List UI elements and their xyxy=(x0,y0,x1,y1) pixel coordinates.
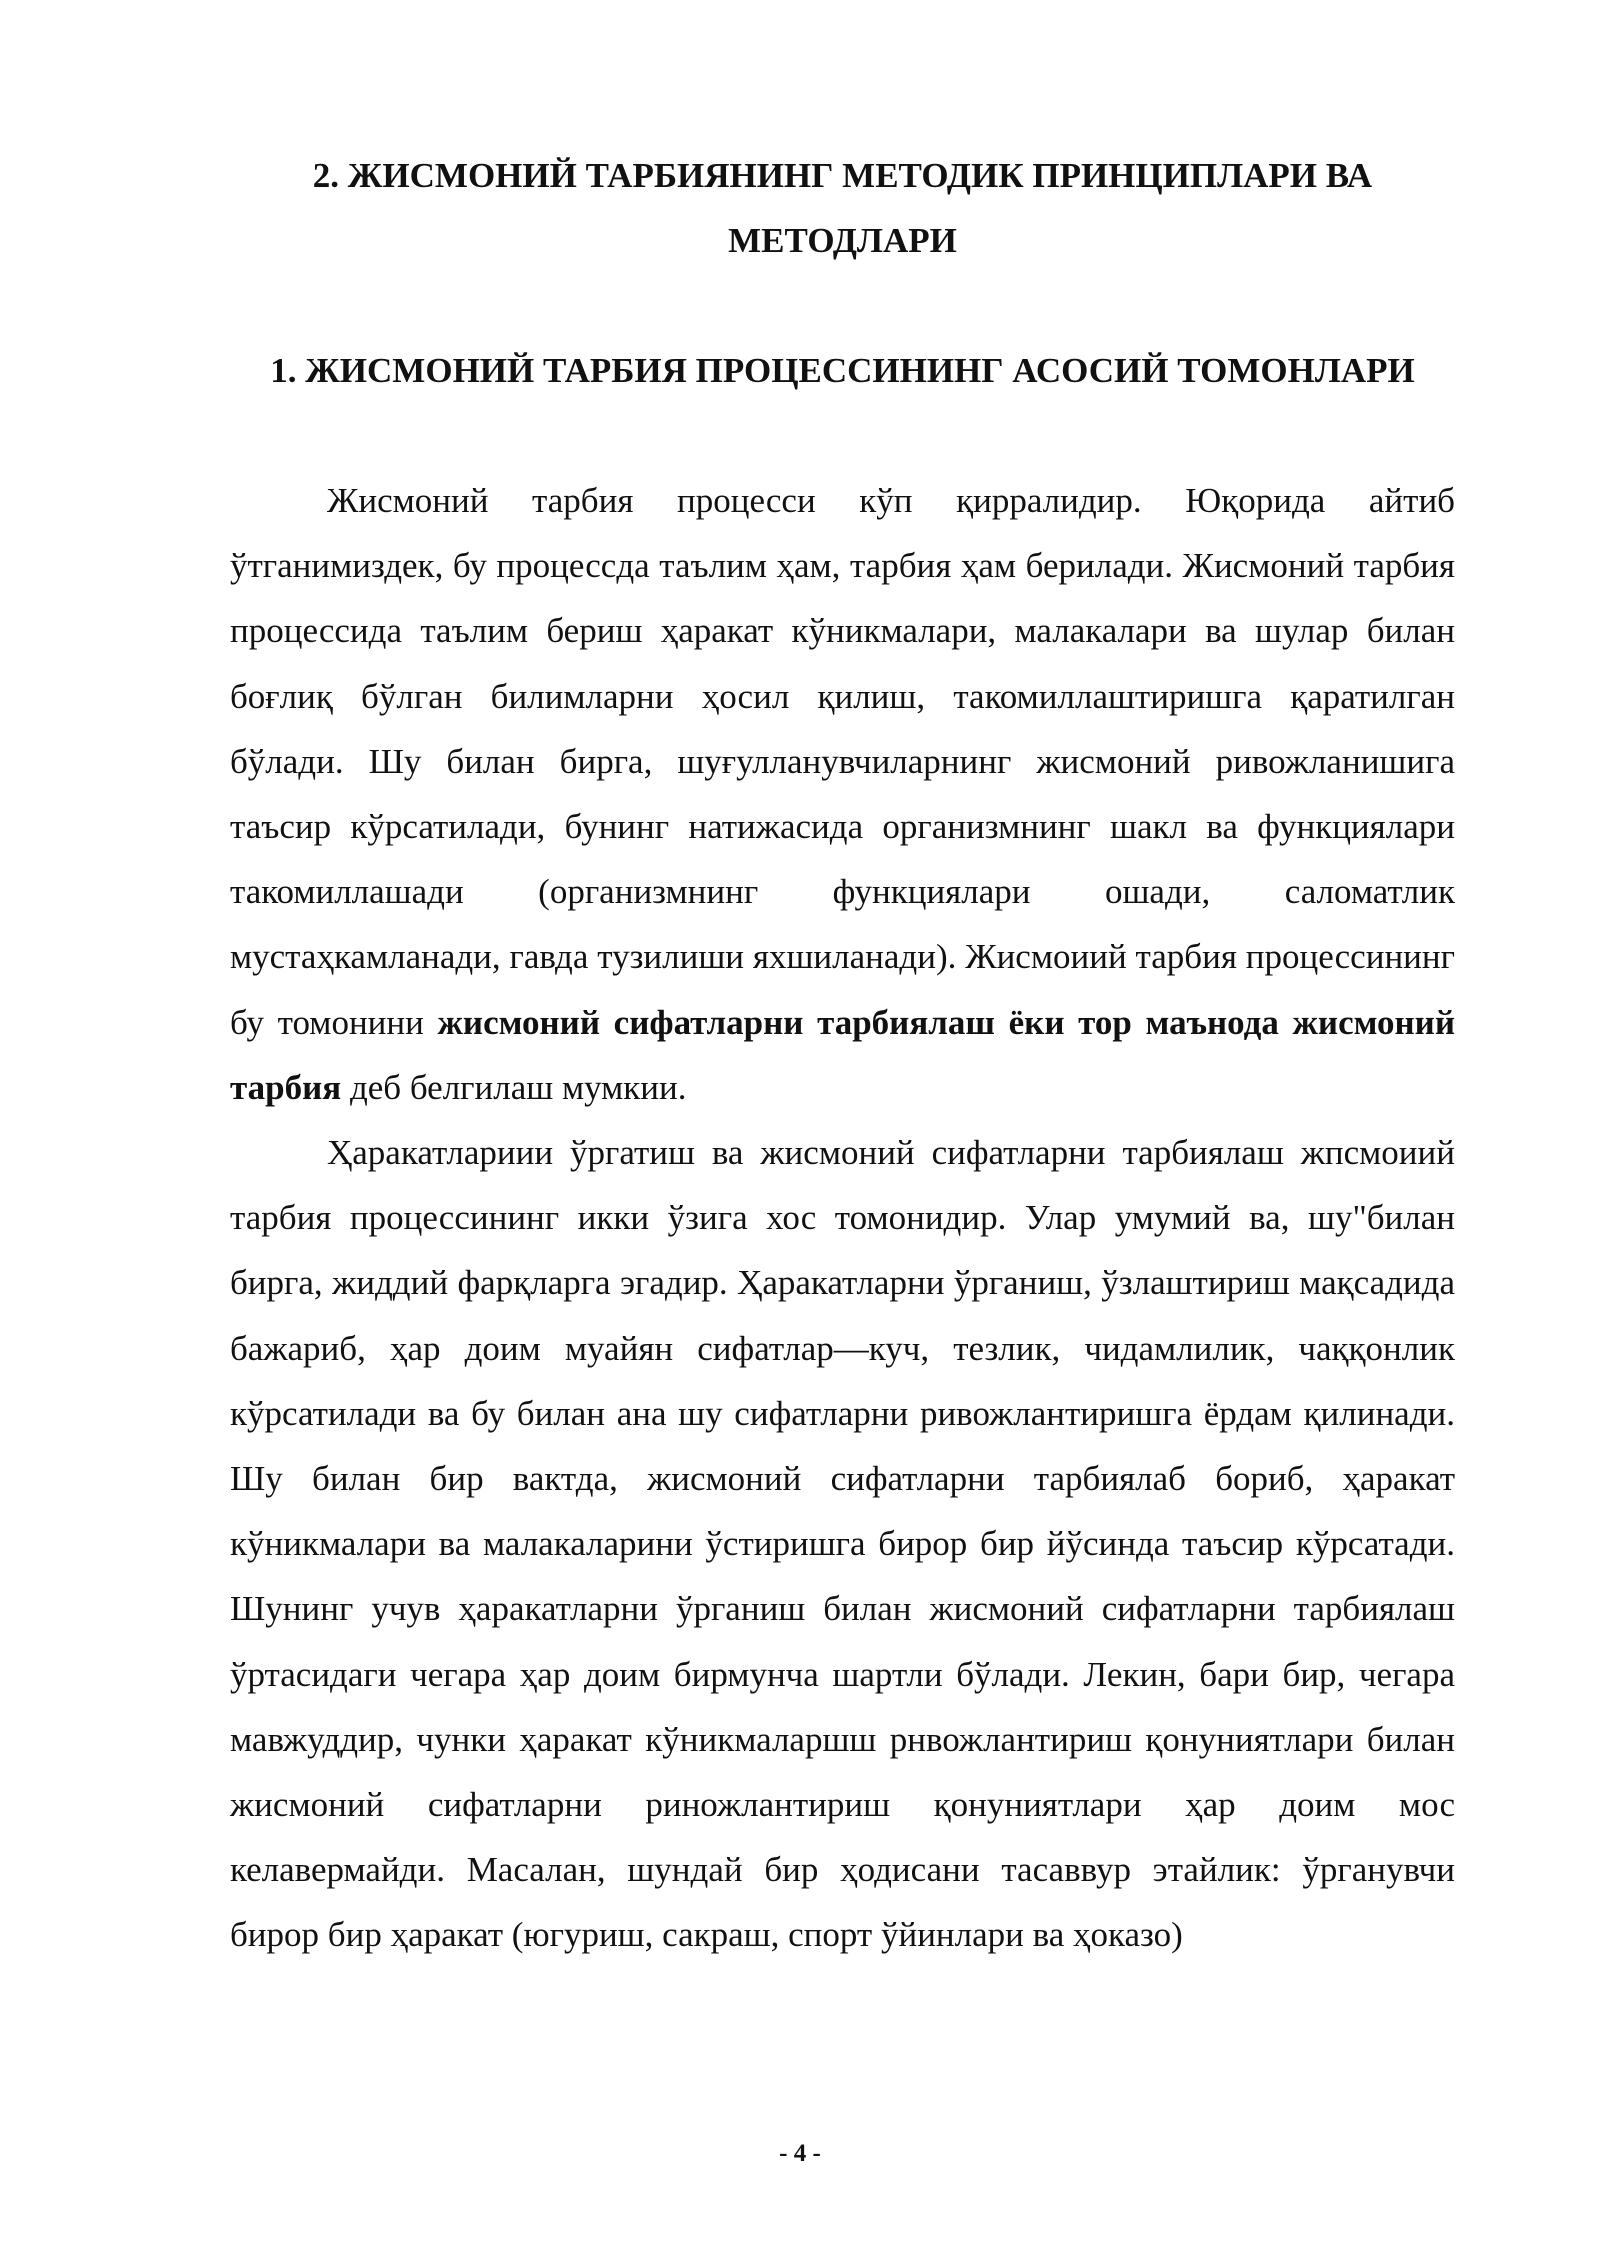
section-heading: 1. ЖИСМОНИЙ ТАРБИЯ ПРОЦЕССИНИНГ АСОСИЙ ТОМОНЛАРИ xyxy=(270,351,1415,390)
paragraph-2: Ҳаракатлариии ўргатиш ва жисмоний сифатларни тарбиялаш жпсмоиий тарбия процессининг икки ўзига хос томонидир. Улар умумий ва, шу"билан бирга, жиддий фарқларга эгадир. Ҳаракатларни ўрганиш, ўзлаштириш мақсадида бажариб, ҳар доим муайян сифатлар—куч, тезлик, чидамлилик, чаққонлик кўрсатилади ва бу билан ана шу сифатларни ривожлантиришга ёрдам қилинади. Шу билан бир вактда, жисмоний сифатларни тарбиялаб бориб, ҳаракат кўникмалари ва малакаларини ўстиришга бирор бир йўсинда таъсир кўрсатади. Шунинг учув ҳаракатларни ўрганиш билан жисмоний сифатларни тарбиялаш ўртасидаги чегара ҳар доим бирмунча шартли бўлади. Лекин, бари бир, чегара мавжуддир, чунки ҳаракат кўникмаларшш рнвожлантириш қонуниятлари билан жисмоний сифатларни риножлантириш қонуниятлари ҳар доим мос келавермайди. Масалан, шундай бир ҳодисани тасаввур этайлик: ўрганувчи бирор бир ҳаракат (югуриш, сакраш, спорт ўйинлари ва ҳоказо) xyxy=(230,1133,1455,1955)
page-number: - 4 - xyxy=(779,2140,821,2167)
chapter-heading: 2. ЖИСМОНИЙ ТАРБИЯНИНГ МЕТОДИК ПРИНЦИПЛАРИ ВА МЕТОДЛАРИ xyxy=(312,156,1373,260)
paragraph-1 xyxy=(230,468,1455,1120)
paragraph-1-ending: деб белгилаш мумкии. xyxy=(341,1067,687,1107)
body-text xyxy=(230,468,1455,1968)
paragraph-1-bold-term: жисмоний сифатларни тарбиялаш ёки тор маънода жисмоний тарбия xyxy=(230,1002,1456,1107)
paragraph-1-text: Жисмоний тарбия процесси кўп қирралидир. Юқорида айтиб ўтганимиздек, бу процессда таълим ҳам, тарбия ҳам берилади. Жисмоний тарбия процессида таълим бериш ҳаракат кўникмалари, малакалари ва шулар билан боғлиқ бўлган билимларни ҳосил қилиш, такомиллаштиришга қаратилган бўлади. Шу билан бирга, шуғулланувчиларнинг жисмоний ривожланишига таъсир кўрсатилади, бунинг натижасида организмнинг шакл ва функциялари такомиллашади (организмнинг функциялари ошади, саломатлик мустаҳкамланади, гавда тузилиши яхшиланади). Жисмоиий тарбия процессининг бу томонини xyxy=(230,481,1455,1042)
